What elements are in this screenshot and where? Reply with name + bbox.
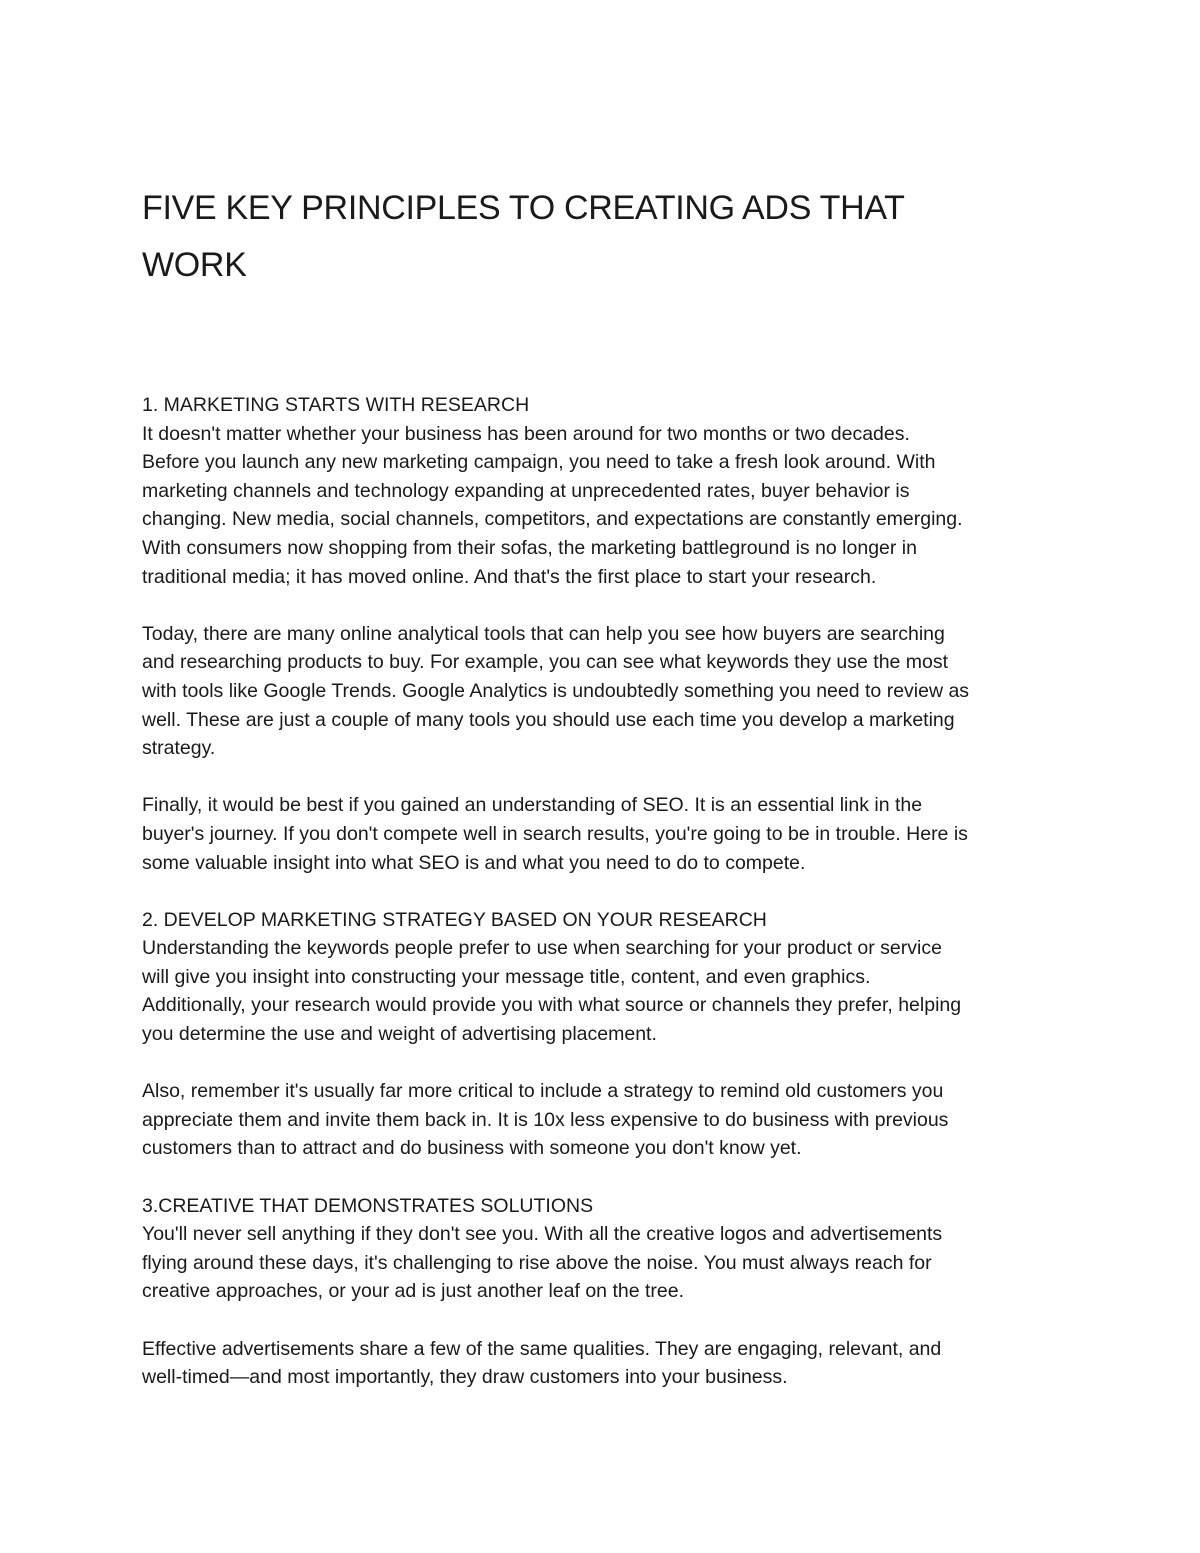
paragraph: Finally, it would be best if you gained an understanding of SEO. It is an essential link in the buyer's journey. If you don't compete well in search results, you're going to be in trouble. Here is some valuable insight into what SEO is and what you need to do to compete. [142, 794, 968, 874]
paragraph: Also, remember it's usually far more critical to include a strategy to remind old customers you appreciate them and invite them back in. It is 10x less expensive to do business with previous customers than to attract and do business with someone you don't know yet. [142, 1080, 949, 1160]
section-heading: 2. DEVELOP MARKETING STRATEGY BASED ON YOUR RESEARCH [142, 908, 767, 931]
spacer [142, 294, 1072, 391]
spacer [142, 763, 1072, 792]
spacer [142, 1163, 1072, 1192]
document-title: FIVE KEY PRINCIPLES TO CREATING ADS THAT WORK [142, 189, 905, 284]
section-marketing-strategy [142, 906, 1072, 1163]
paragraph: You'll never sell anything if they don't see you. With all the creative logos and advertisements flying around these days, it's challenging to rise above the noise. You must always reach for creative approaches, or your ad is just another leaf on the tree. [142, 1223, 943, 1303]
paragraph: Understanding the keywords people prefer to use when searching for your product or service will give you insight into constructing your message title, content, and even graphics. Additionally, your research would provide you with what source or channels they prefer, helping you determine the use and weight of advertising placement. [142, 937, 962, 1046]
paragraph: Today, there are many online analytical tools that can help you see how buyers are searching and researching products to buy. For example, you can see what keywords they use the most with tools like Google Trends. Google Analytics is undoubtedly something you need to review as well. These are just a couple of many tools you should use each time you develop a marketing strategy. [142, 622, 970, 760]
spacer [142, 877, 1072, 906]
section-marketing-research [142, 391, 1072, 877]
section-heading: 1. MARKETING STARTS WITH RESEARCH [142, 394, 530, 416]
spacer [142, 1306, 1072, 1335]
spacer [142, 591, 1072, 620]
paragraph: Effective advertisements share a few of the same qualities. They are engaging, relevant, and well-timed—and most importantly, they draw customers into your business. [142, 1337, 942, 1389]
section-heading: 3.CREATIVE THAT DEMONSTRATES SOLUTIONS [142, 1194, 594, 1217]
document-body [142, 180, 1072, 1392]
paragraph: It doesn't matter whether your business has been around for two months or two decades. Before you launch any new marketing campaign, you need to take a fresh look around. With marketing channels and technology expanding at unprecedented rates, buyer behavior is changing. New media, social channels, competitors, and expectations are constantly emerging. With consumers now shopping from their sofas, the marketing battleground is no longer in traditional media; it has moved online. And that's the first place to start your research. [142, 422, 963, 588]
section-creative-solutions [142, 1192, 1072, 1392]
spacer [142, 1049, 1072, 1078]
